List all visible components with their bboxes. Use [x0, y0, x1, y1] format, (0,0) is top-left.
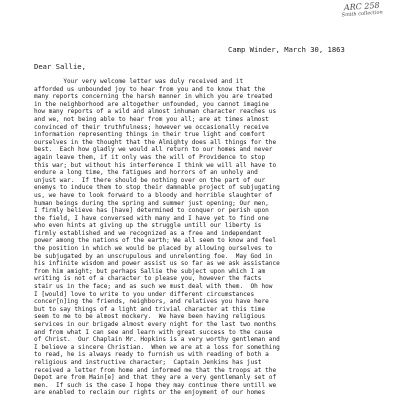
- letter-line: who even hints at giving up the struggle untill our liberty is: [34, 222, 262, 230]
- letter-line: information representing things in their true light and comfort: [34, 131, 266, 139]
- letter-line: human beings during the spring and summer just opening; Our men,: [34, 199, 269, 207]
- archive-annotation: [338, 1, 387, 18]
- letter-line: Your very welcome letter was duly received and it: [34, 78, 244, 85]
- letter-line: are enabled to reclaim our rights or the enjoyment of our homes: [34, 389, 266, 397]
- letter-line: to read, he is always ready to furnish us with reading of both a: [34, 351, 269, 359]
- archive-code: ARC 258: [343, 0, 380, 13]
- letter-line: afforded us unbounded joy to hear from you and to know that the: [34, 85, 266, 93]
- letter-line: writing is not of a character to please you, however the facts: [34, 275, 262, 283]
- letter-line: unjust war. If there should be nothing over on the part of our: [34, 176, 266, 184]
- letter-line: and from what I can see and learn with great success to the cause: [34, 328, 273, 336]
- letter-line: religious and instructive character; Captain Jenkins has just: [34, 358, 262, 366]
- letter-line: I [would] love to write to you under different circumstances: [34, 290, 255, 298]
- letter-line: men. If such is the case I hope they may continue there untill we: [34, 381, 277, 389]
- letter-line: but to say things of a light and trivial character at this time: [34, 305, 266, 313]
- letter-line: be subjugated by an unscrupulous and unrelenting foe. May God in: [34, 252, 273, 260]
- letter-line: ourselves in the thought that the Almighty does all things for the: [34, 138, 277, 146]
- letter-line: seem to me to be almost mockery. We have been having religious: [34, 313, 266, 321]
- letter-line: I firmly believe has [have] determined to conquer or perish upon: [34, 207, 269, 215]
- letter-salutation: Dear Sallie,: [34, 62, 86, 71]
- letter-line: from him amight; but perhaps Sallie the subject upon which I am: [34, 267, 266, 275]
- letter-line: best. Each how gladly we would all return to our homes and never: [34, 146, 273, 154]
- letter-line: this war; but without his interference I think we will all have to: [34, 161, 277, 169]
- letter-line: in the neighborhood are altogether unfounded, you cannot imagine: [34, 100, 269, 108]
- letter-line: endure a long time, the fatigues and horrors of an unholy and: [34, 169, 258, 177]
- archive-sub-note: Smith collection: [341, 9, 384, 19]
- letter-line: how many reports of a wild and almost inhuman character reaches us: [34, 108, 277, 116]
- letter-line: many reports concerning the harsh manner in which you are treated: [34, 93, 273, 101]
- letter-line: Depot are from Main[e] and that they are a very gentlemanly set of: [34, 374, 277, 382]
- letter-line: concer[n]ing the friends, neighbors, and relatives you have here: [34, 298, 269, 306]
- letter-line: stair us in the face; and as such we must deal with them. Oh how: [34, 283, 273, 291]
- letter-line: and we, not being able to hear from you all; are at times almost: [34, 115, 269, 123]
- letter-line: of Christ. Our Chaplain Mr. Hopkins is a very worthy gentleman and: [34, 336, 280, 344]
- letter-line: I believe a sincere Christian. When we are at a loss for something: [34, 343, 280, 351]
- letter-dateline: Camp Winder, March 30, 1863: [228, 45, 345, 54]
- letter-line: firmly established and we recognized as a free and independant: [34, 229, 262, 237]
- letter-line: enemys to induce them to stop their damnable project of subjugating: [34, 184, 280, 192]
- letter-line: again leave them, if it only was the will of Providence to stop: [34, 153, 266, 161]
- letter-line: services in our brigade almost every night for the last two months: [34, 321, 277, 328]
- letter-line: the position in which we would be placed by allowing ourselves to: [34, 245, 273, 253]
- letter-line: his infinite wisdom and power assist us so far as we ask assistance: [34, 260, 280, 268]
- letter-line: us, we have to look forward to a bloody and horrible slaughter of: [34, 191, 273, 199]
- letter-line: the field, I have conversed with many and I have yet to find one: [34, 214, 269, 222]
- letter-body: [34, 78, 396, 397]
- letter-line: received a letter from home and informed me that the troops at the: [34, 366, 277, 374]
- letter-line: power among the nations of the earth; We all seem to know and feel: [34, 237, 277, 245]
- letter-line: convinced of their truthfulness; however we occasionally receive: [34, 123, 269, 131]
